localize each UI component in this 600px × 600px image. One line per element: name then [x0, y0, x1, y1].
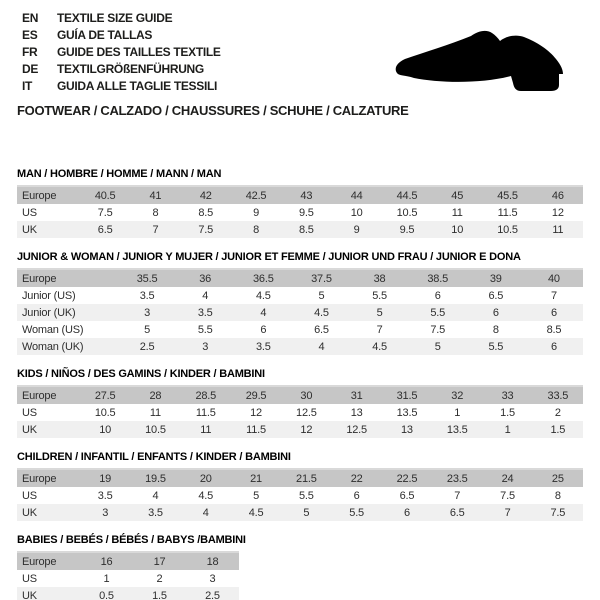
table-row [17, 421, 583, 438]
size-cell: 5.5 [331, 504, 381, 521]
table-row [17, 204, 583, 221]
language-code: DE [22, 62, 39, 76]
size-cell: 7.5 [430, 323, 446, 336]
size-cell: 7 [376, 323, 383, 336]
size-cell: 37.5 [292, 269, 350, 287]
table-row [17, 504, 583, 521]
size-cell: 4 [152, 489, 159, 502]
table-row [17, 487, 583, 504]
size-cell: 10.5 [130, 421, 180, 438]
size-cell: 22.5 [382, 469, 432, 487]
size-cell: 0.5 [80, 587, 133, 600]
size-cell: 6.5 [314, 323, 329, 336]
size-cell: 11 [451, 206, 463, 219]
size-cell: 27.5 [80, 386, 130, 404]
size-cell: 8.5 [198, 206, 214, 219]
size-cell: 44 [331, 186, 381, 204]
size-cell: 44.5 [382, 186, 432, 204]
row-label: Europe [17, 186, 80, 204]
language-title: GUÍA DE TALLAS [57, 28, 153, 42]
size-cell: 3.5 [176, 304, 234, 321]
language-title-list [22, 10, 221, 95]
size-cell: 5 [409, 338, 467, 355]
size-cell: 2 [554, 406, 561, 419]
table-row [17, 338, 583, 355]
size-cell: 13.5 [396, 406, 418, 419]
size-cell: 4 [181, 504, 231, 521]
size-cell: 3.5 [139, 289, 155, 302]
size-cell: 9.5 [298, 206, 314, 219]
size-cell: 20 [181, 469, 231, 487]
size-cell: 1.5 [533, 421, 583, 438]
size-cell: 16 [80, 552, 133, 570]
size-table-man [17, 185, 583, 238]
row-label: Junior (UK) [17, 304, 118, 321]
size-cell: 22 [331, 469, 381, 487]
row-label: US [22, 489, 37, 502]
table-row [17, 404, 583, 421]
size-cell: 7.5 [97, 206, 113, 219]
size-tables-area [17, 168, 583, 600]
language-title: TEXTILGRÖßENFÜHRUNG [57, 62, 204, 76]
size-cell: 1.5 [133, 587, 186, 600]
size-cell: 9 [253, 206, 259, 219]
row-label: UK [17, 221, 80, 238]
size-cell: 4.5 [255, 289, 271, 302]
size-cell: 3 [176, 338, 234, 355]
row-label: Woman (US) [22, 323, 84, 336]
size-cell: 19.5 [130, 469, 180, 487]
language-row [22, 61, 221, 78]
row-label: US [22, 406, 37, 419]
size-cell: 36.5 [234, 269, 292, 287]
size-cell: 30 [281, 386, 331, 404]
size-cell: 4 [292, 338, 350, 355]
size-cell: 7.5 [500, 489, 515, 502]
size-cell: 1 [482, 421, 532, 438]
size-cell: 31.5 [382, 386, 432, 404]
size-cell: 24 [482, 469, 532, 487]
size-cell: 29.5 [231, 386, 281, 404]
row-label: Europe [17, 552, 80, 570]
size-cell: 42.5 [231, 186, 281, 204]
size-cell: 4.5 [198, 489, 214, 502]
size-cell: 6 [382, 504, 432, 521]
size-cell: 1.5 [500, 406, 515, 419]
size-cell: 6 [467, 304, 525, 321]
size-cell: 12 [281, 421, 331, 438]
size-table-junior-woman [17, 268, 583, 355]
size-cell: 7.5 [533, 504, 583, 521]
size-cell: 7 [550, 289, 557, 302]
size-cell: 6.5 [399, 489, 415, 502]
size-cell: 3 [209, 572, 216, 585]
size-cell: 38.5 [409, 269, 467, 287]
size-cell: 3.5 [130, 504, 180, 521]
language-code: ES [22, 28, 38, 42]
size-cell: 5.5 [197, 323, 213, 336]
size-cell: 4.5 [351, 338, 409, 355]
language-row [22, 10, 221, 27]
size-cell: 7.5 [181, 221, 231, 238]
size-cell: 10.5 [482, 221, 532, 238]
row-label: Europe [17, 269, 118, 287]
category-heading: FOOTWEAR / CALZADO / CHAUSSURES / SCHUHE / CALZATURE [17, 103, 409, 118]
section-babies [17, 534, 583, 600]
size-cell: 13 [382, 421, 432, 438]
row-label: US [22, 206, 37, 219]
size-table-kids [17, 385, 583, 438]
language-row [22, 78, 221, 95]
row-label: US [22, 572, 37, 585]
size-cell: 6.5 [432, 504, 482, 521]
section-man [17, 168, 583, 238]
row-label: Europe [17, 469, 80, 487]
size-cell: 5.5 [467, 338, 525, 355]
size-cell: 9 [331, 221, 381, 238]
section-junior-woman [17, 251, 583, 355]
size-cell: 5.5 [298, 489, 314, 502]
size-cell: 8.5 [281, 221, 331, 238]
row-label: UK [17, 421, 80, 438]
language-title: GUIDA ALLE TAGLIE TESSILI [57, 79, 218, 93]
size-cell: 11 [149, 406, 161, 419]
size-cell: 2.5 [118, 338, 176, 355]
size-cell: 5 [253, 489, 259, 502]
size-cell: 7 [482, 504, 532, 521]
size-cell: 11 [181, 421, 231, 438]
section-kids [17, 368, 583, 438]
table-row [17, 469, 583, 487]
table-row [17, 552, 239, 570]
language-code: FR [22, 45, 38, 59]
size-cell: 11 [533, 221, 583, 238]
table-row [17, 186, 583, 204]
table-row [17, 269, 583, 287]
size-cell: 5 [318, 289, 325, 302]
size-cell: 8 [554, 489, 561, 502]
size-cell: 21 [231, 469, 281, 487]
size-cell: 6 [260, 323, 267, 336]
size-cell: 40.5 [80, 186, 130, 204]
shoe-icon [394, 28, 570, 94]
section-title: BABIES / BEBÉS / BÉBÉS / BABYS /BAMBINI [17, 534, 246, 546]
size-cell: 21.5 [281, 469, 331, 487]
size-cell: 9.5 [382, 221, 432, 238]
size-cell: 43 [281, 186, 331, 204]
section-children [17, 451, 583, 521]
size-cell: 12.5 [331, 421, 381, 438]
size-cell: 13.5 [432, 421, 482, 438]
size-cell: 12 [551, 206, 564, 219]
size-cell: 42 [181, 186, 231, 204]
row-label: Europe [17, 386, 80, 404]
size-cell: 5 [281, 504, 331, 521]
row-label: Junior (US) [22, 289, 76, 302]
size-cell: 36 [176, 269, 234, 287]
size-cell: 3 [80, 504, 130, 521]
size-cell: 12 [250, 406, 262, 419]
size-cell: 35.5 [118, 269, 176, 287]
size-cell: 45.5 [482, 186, 532, 204]
size-cell: 32 [432, 386, 482, 404]
size-cell: 45 [432, 186, 482, 204]
size-cell: 6 [525, 338, 583, 355]
size-cell: 7 [454, 489, 461, 502]
language-code: IT [22, 79, 33, 93]
size-cell: 28.5 [181, 386, 231, 404]
size-cell: 4.5 [231, 504, 281, 521]
size-cell: 18 [186, 552, 239, 570]
language-row [22, 27, 221, 44]
size-cell: 17 [133, 552, 186, 570]
size-cell: 11.5 [497, 206, 518, 219]
size-cell: 10.5 [396, 206, 418, 219]
size-cell: 6.5 [80, 221, 130, 238]
size-cell: 23.5 [432, 469, 482, 487]
size-cell: 11.5 [195, 406, 216, 419]
size-cell: 25 [533, 469, 583, 487]
size-cell: 2.5 [186, 587, 239, 600]
size-table-children [17, 468, 583, 521]
size-cell: 4 [234, 304, 292, 321]
language-code: EN [22, 11, 39, 25]
size-cell: 19 [80, 469, 130, 487]
language-title: TEXTILE SIZE GUIDE [57, 11, 173, 25]
size-cell: 5 [144, 323, 151, 336]
size-cell: 4 [202, 289, 209, 302]
size-cell: 39 [467, 269, 525, 287]
size-cell: 8 [492, 323, 499, 336]
size-cell: 40 [525, 269, 583, 287]
size-table-babies [17, 551, 239, 600]
size-cell: 5 [351, 304, 409, 321]
size-cell: 33 [482, 386, 532, 404]
size-cell: 6 [434, 289, 441, 302]
size-cell: 3 [118, 304, 176, 321]
section-title: JUNIOR & WOMAN / JUNIOR Y MUJER / JUNIOR ET FEMME / JUNIOR UND FRAU / JUNIOR E DONA [17, 251, 521, 263]
table-row [17, 321, 583, 338]
size-cell: 12.5 [296, 406, 317, 419]
size-cell: 41 [130, 186, 180, 204]
size-cell: 10.5 [94, 406, 116, 419]
section-title: KIDS / NIÑOS / DES GAMINS / KINDER / BAMBINI [17, 368, 265, 380]
table-row [17, 570, 239, 587]
size-cell: 4.5 [292, 304, 350, 321]
size-cell: 3.5 [97, 489, 113, 502]
row-label: UK [17, 504, 80, 521]
size-cell: 1 [454, 406, 461, 419]
table-row [17, 587, 239, 600]
language-title: GUIDE DES TAILLES TEXTILE [57, 45, 221, 59]
table-row [17, 221, 583, 238]
table-row [17, 304, 583, 321]
size-cell: 7 [130, 221, 180, 238]
size-cell: 1 [103, 572, 110, 585]
size-cell: 6.5 [488, 289, 504, 302]
size-cell: 46 [533, 186, 583, 204]
size-cell: 11.5 [231, 421, 281, 438]
row-label: Woman (UK) [17, 338, 118, 355]
size-cell: 5.5 [409, 304, 467, 321]
row-label: UK [17, 587, 80, 600]
size-cell: 10 [350, 206, 363, 219]
size-cell: 33.5 [533, 386, 583, 404]
size-cell: 6 [525, 304, 583, 321]
size-cell: 28 [130, 386, 180, 404]
size-cell: 6 [353, 489, 360, 502]
table-row [17, 287, 583, 304]
size-cell: 5.5 [372, 289, 387, 302]
size-cell: 2 [156, 572, 163, 585]
size-cell: 3.5 [234, 338, 292, 355]
size-cell: 10 [432, 221, 482, 238]
size-cell: 8 [231, 221, 281, 238]
size-cell: 31 [331, 386, 381, 404]
table-row [17, 386, 583, 404]
size-cell: 13 [350, 406, 363, 419]
size-cell: 8.5 [546, 323, 562, 336]
size-cell: 38 [351, 269, 409, 287]
section-title: MAN / HOMBRE / HOMME / MANN / MAN [17, 168, 222, 180]
size-cell: 10 [80, 421, 130, 438]
size-cell: 8 [152, 206, 159, 219]
language-row [22, 44, 221, 61]
section-title: CHILDREN / INFANTIL / ENFANTS / KINDER / BAMBINI [17, 451, 291, 463]
